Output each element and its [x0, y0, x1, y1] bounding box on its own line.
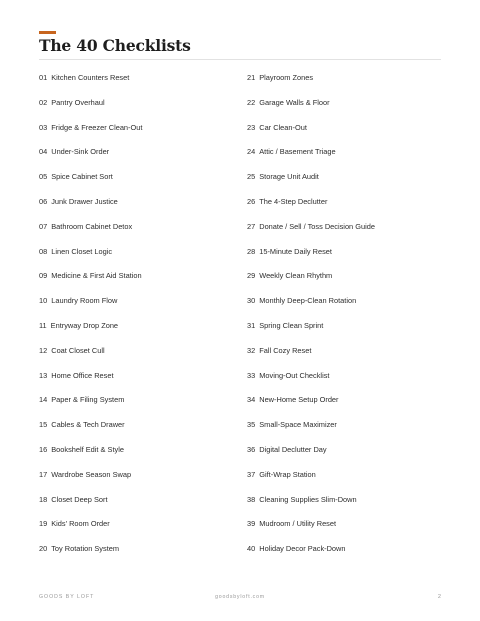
checklist-label: Moving-Out Checklist	[259, 370, 330, 380]
checklist-item	[247, 320, 447, 345]
checklist-item	[247, 469, 447, 494]
checklist-item	[39, 394, 239, 419]
checklist-item	[247, 370, 447, 395]
checklist-label: Coat Closet Cull	[51, 345, 105, 355]
checklist-label: Kids' Room Order	[51, 519, 110, 529]
checklist-label: Bathroom Cabinet Detox	[51, 221, 133, 231]
checklist-item	[39, 543, 239, 568]
checklist-item	[247, 444, 447, 469]
checklist-item	[39, 171, 239, 196]
checklist-label: Fridge & Freezer Clean-Out	[51, 122, 143, 132]
checklist-label: Closet Deep Sort	[51, 494, 108, 504]
checklist-number: 08	[39, 246, 48, 256]
checklist-item	[39, 345, 239, 370]
checklist-label: Digital Declutter Day	[259, 444, 327, 454]
checklist-number: 20	[39, 544, 48, 554]
checklist-number: 13	[39, 370, 48, 380]
checklist-item	[247, 146, 447, 171]
checklist-label: Holiday Decor Pack-Down	[259, 544, 346, 554]
checklist-number: 18	[39, 494, 48, 504]
checklist-label: Donate / Sell / Toss Decision Guide	[259, 221, 375, 231]
checklist-item	[247, 345, 447, 370]
checklist-number: 15	[39, 420, 48, 430]
checklist-number: 02	[39, 97, 48, 107]
checklist-label: Spring Clean Sprint	[259, 320, 324, 330]
checklist-label: Under-Sink Order	[51, 147, 110, 157]
checklist-number: 10	[39, 296, 48, 306]
checklist-number: 39	[247, 519, 256, 529]
checklist-column-right	[247, 72, 447, 568]
checklist-number: 12	[39, 345, 48, 355]
checklist-label: Attic / Basement Triage	[259, 147, 336, 157]
title-accent-bar	[39, 31, 56, 34]
checklist-item	[39, 370, 239, 395]
checklist-label: Medicine & First Aid Station	[51, 271, 142, 281]
checklist-number: 24	[247, 147, 256, 157]
checklist-number: 01	[39, 73, 48, 82]
checklist-label: Cables & Tech Drawer	[51, 420, 125, 430]
checklist-number: 32	[247, 345, 256, 355]
checklist-number: 04	[39, 147, 48, 157]
checklist-item	[39, 146, 239, 171]
checklist-item	[39, 419, 239, 444]
checklist-label: Wardrobe Season Swap	[51, 469, 132, 479]
checklist-label: Playroom Zones	[259, 73, 314, 82]
page-title: The 40 Checklists	[39, 36, 191, 55]
footer-page-number: 2	[437, 594, 441, 600]
checklist-label: New-Home Setup Order	[259, 395, 339, 405]
checklist-label: Weekly Clean Rhythm	[259, 271, 333, 281]
checklist-label: Gift-Wrap Station	[259, 469, 316, 479]
checklist-column-left	[39, 72, 239, 568]
checklist-item	[39, 196, 239, 221]
checklist-item	[247, 171, 447, 196]
checklist-item	[247, 295, 447, 320]
checklist-label: Entryway Drop Zone	[50, 320, 119, 330]
checklist-item	[39, 97, 239, 122]
checklist-number: 22	[247, 97, 256, 107]
checklist-number: 29	[247, 271, 256, 281]
checklist-label: Cleaning Supplies Slim-Down	[259, 494, 357, 504]
checklist-number: 19	[39, 519, 48, 529]
checklist-number: 34	[247, 395, 256, 405]
checklist-item	[39, 72, 239, 97]
checklist-item	[247, 494, 447, 519]
checklist-number: 38	[247, 494, 256, 504]
checklist-item	[39, 469, 239, 494]
checklist-label: The 4-Step Declutter	[259, 196, 328, 206]
checklist-label: Kitchen Counters Reset	[51, 73, 130, 82]
checklist-number: 33	[247, 370, 256, 380]
checklist-item	[39, 270, 239, 295]
footer-website: goodsbyloft.com	[215, 594, 265, 600]
checklist-number: 40	[247, 544, 256, 554]
checklist-label: Monthly Deep-Clean Rotation	[259, 296, 357, 306]
checklist-item	[39, 444, 239, 469]
checklist-number: 30	[247, 296, 256, 306]
checklist-number: 17	[39, 469, 48, 479]
checklist-item	[247, 72, 447, 97]
checklist-number: 37	[247, 469, 256, 479]
checklist-number: 26	[247, 196, 256, 206]
checklist-number: 16	[39, 444, 48, 454]
checklist-item	[247, 419, 447, 444]
checklist-number: 14	[39, 395, 48, 405]
checklist-label: Linen Closet Logic	[51, 246, 113, 256]
checklist-label: Junk Drawer Justice	[51, 196, 118, 206]
checklist-item	[247, 122, 447, 147]
checklist-number: 23	[247, 122, 256, 132]
checklist-item	[39, 221, 239, 246]
checklist-item	[39, 320, 239, 345]
checklist-number: 05	[39, 172, 48, 182]
checklist-label: 15-Minute Daily Reset	[259, 246, 332, 256]
checklist-number: 03	[39, 122, 48, 132]
checklist-item	[247, 543, 447, 568]
checklist-label: Small-Space Maximizer	[259, 420, 337, 430]
checklist-number: 07	[39, 221, 48, 231]
checklist-number: 06	[39, 196, 48, 206]
checklist-label: Pantry Overhaul	[51, 97, 105, 107]
checklist-item	[247, 97, 447, 122]
checklist-number: 21	[247, 73, 256, 82]
checklist-label: Garage Walls & Floor	[259, 97, 330, 107]
checklist-number: 35	[247, 420, 256, 430]
checklist-label: Toy Rotation System	[51, 544, 120, 554]
checklist-item	[247, 270, 447, 295]
checklist-number: 36	[247, 444, 256, 454]
checklist-item	[39, 518, 239, 543]
checklist-label: Spice Cabinet Sort	[51, 172, 113, 182]
title-divider	[39, 59, 441, 60]
checklist-number: 31	[247, 320, 256, 330]
checklist-item	[39, 295, 239, 320]
checklist-label: Car Clean-Out	[259, 122, 307, 132]
checklist-item	[39, 122, 239, 147]
checklist-number: 28	[247, 246, 256, 256]
checklist-label: Home Office Reset	[51, 370, 114, 380]
checklist-label: Mudroom / Utility Reset	[259, 519, 337, 529]
checklist-item	[247, 221, 447, 246]
checklist-number: 11	[39, 320, 47, 330]
checklist-item	[247, 394, 447, 419]
checklist-item	[247, 246, 447, 271]
checklist-number: 27	[247, 221, 256, 231]
checklist-item	[39, 246, 239, 271]
checklist-label: Bookshelf Edit & Style	[51, 444, 124, 454]
checklist-label: Paper & Filing System	[51, 395, 125, 405]
checklist-item	[39, 494, 239, 519]
checklist-item	[247, 196, 447, 221]
checklist-label: Laundry Room Flow	[51, 296, 118, 306]
checklist-number: 09	[39, 271, 48, 281]
checklist-label: Fall Cozy Reset	[259, 345, 312, 355]
checklist-label: Storage Unit Audit	[259, 172, 319, 182]
footer-brand: GOODS BY LOFT	[39, 594, 95, 600]
checklist-item	[247, 518, 447, 543]
checklist-number: 25	[247, 172, 256, 182]
